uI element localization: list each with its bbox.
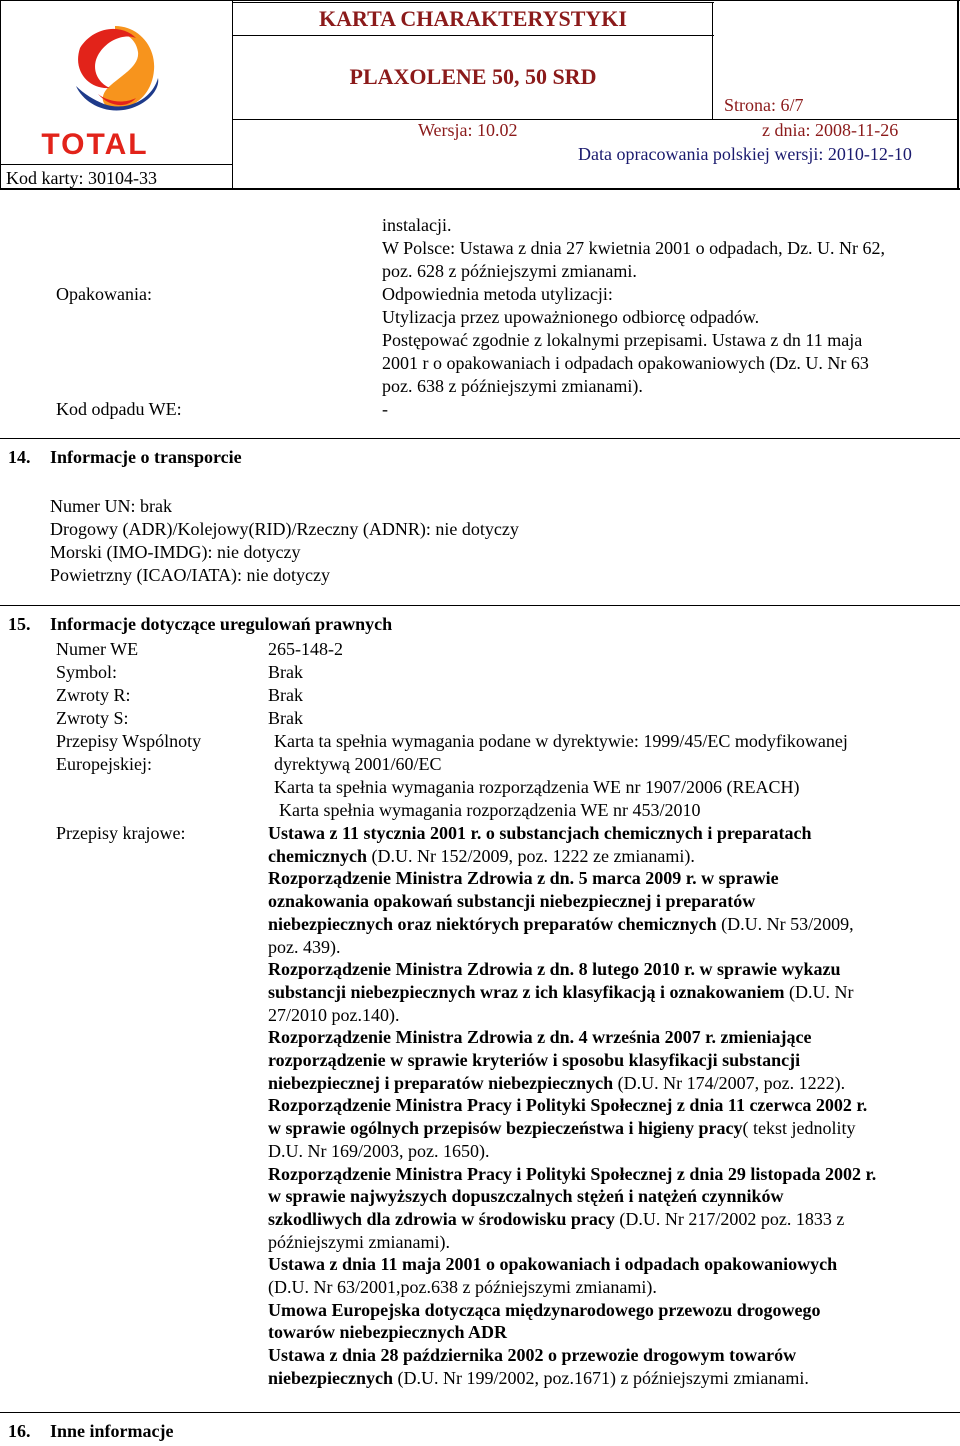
waste-code-value: - [382,399,388,419]
packaging-line: 2001 r o opakowaniach i odpadach opakowaniowych (Dz. U. Nr 63 [382,353,869,373]
section-number: 16. [8,1421,31,1441]
section-title: Informacje dotyczące uregulowań prawnych [50,614,393,634]
regulation-line: substancji niebezpiecznych wraz z ich klasyfikacją i oznakowaniem (D.U. Nr [268,981,854,1002]
field-value: Brak [268,708,303,728]
field-label: Zwroty R: [56,685,131,705]
regulation-line: Umowa Europejska dotycząca międzynarodowego przewozu drogowego [268,1299,821,1320]
packaging-line: Utylizacja przez upoważnionego odbiorcę odpadów. [382,307,760,327]
regulation-line: niebezpiecznej i preparatów niebezpiecznych (D.U. Nr 174/2007, poz. 1222). [268,1072,846,1093]
regulation-line: w sprawie najwyższych dopuszczalnych stężeń i natężeń czynników [268,1186,784,1207]
national-regulations-label: Przepisy krajowe: [56,823,186,843]
transport-line: Powietrzny (ICAO/IATA): nie dotyczy [50,565,330,585]
regulation-line: późniejszymi zmianami). [268,1231,450,1252]
total-globe-logo [40,8,190,161]
card-code: Kod karty: 30104-33 [6,168,157,188]
transport-line: Morski (IMO-IMDG): nie dotyczy [50,542,301,562]
version: Wersja: 10.02 [418,120,518,140]
eu-regulations-label: Europejskiej: [56,754,152,774]
regulation-line: 27/2010 poz.140). [268,1004,400,1025]
regulation-line: Rozporządzenie Ministra Zdrowia z dn. 8 lutego 2010 r. w sprawie wykazu [268,959,841,980]
section-number: 14. [8,447,31,467]
packaging-line: poz. 638 z późniejszymi zmianami). [382,376,643,396]
version-date: z dnia: 2008-11-26 [762,120,899,140]
eu-regulation-line: dyrektywą 2001/60/EC [274,754,442,774]
field-label: Symbol: [56,662,118,682]
regulation-line: Rozporządzenie Ministra Pracy i Polityki Społecznej z dnia 11 czerwca 2002 r. [268,1095,868,1116]
disposal-line: poz. 628 z późniejszymi zmianami. [382,261,637,281]
regulation-line: Ustawa z dnia 28 października 2002 o przewozie drogowym towarów [268,1345,797,1366]
regulation-line: towarów niebezpiecznych ADR [268,1322,507,1343]
regulation-line: rozporządzenie w sprawie kryteriów i sposobu klasyfikacji substancji [268,1050,801,1071]
field-value: Brak [268,685,303,705]
regulation-line: chemicznych (D.U. Nr 152/2009, poz. 1222 ze zmianami). [268,845,695,866]
section-number: 15. [8,614,31,634]
regulation-line: (D.U. Nr 63/2001,poz.638 z późniejszymi zmianami). [268,1277,657,1298]
regulation-line: oznakowania opakowań substancji niebezpiecznej i preparatów [268,891,756,912]
field-label: Zwroty S: [56,708,129,728]
packaging-label: Opakowania: [56,284,152,304]
regulation-line: niebezpiecznych (D.U. Nr 199/2002, poz.1671) z późniejszymi zmianami. [268,1367,809,1388]
field-value: Brak [268,662,303,682]
disposal-line: instalacji. [382,215,452,235]
regulation-line: niebezpiecznych oraz niektórych preparatów chemicznych (D.U. Nr 53/2009, [268,913,854,934]
regulation-line: w sprawie ogólnych przepisów bezpieczeństwa i higieny pracy( tekst jednolity [268,1118,856,1139]
document-title: KARTA CHARAKTERYSTYKI [319,6,627,31]
section-title: Informacje o transporcie [50,447,242,467]
waste-code-label: Kod odpadu WE: [56,399,182,419]
regulation-line: Rozporządzenie Ministra Zdrowia z dn. 4 września 2007 r. zmieniające [268,1027,812,1048]
eu-regulation-line: Karta spełnia wymagania rozporządzenia WE nr 453/2010 [279,800,701,820]
transport-line: Numer UN: brak [50,496,172,516]
field-label: Numer WE [56,639,139,659]
eu-regulation-line: Karta ta spełnia wymagania rozporządzenia WE nr 1907/2006 (REACH) [274,777,800,797]
transport-line: Drogowy (ADR)/Kolejowy(RID)/Rzeczny (ADNR): nie dotyczy [50,519,519,539]
packaging-line: Postępować zgodnie z lokalnymi przepisami. Ustawa z dn 11 maja [382,330,863,350]
eu-regulation-line: Karta ta spełnia wymagania podane w dyrektywie: 1999/45/EC modyfikowanej [274,731,848,751]
polish-version-date: Data opracowania polskiej wersji: 2010-12-10 [578,144,912,164]
product-name: PLAXOLENE 50, 50 SRD [349,64,597,89]
packaging-line: Odpowiednia metoda utylizacji: [382,284,613,304]
logo-wordmark: TOTAL [41,128,149,161]
regulation-line: poz. 439). [268,936,341,957]
disposal-line: W Polsce: Ustawa z dnia 27 kwietnia 2001 o odpadach, Dz. U. Nr 62, [382,238,886,258]
field-value: 265-148-2 [268,639,343,659]
regulation-line: Rozporządzenie Ministra Zdrowia z dn. 5 marca 2009 r. w sprawie [268,868,779,889]
regulation-line: szkodliwych dla zdrowia w środowisku pracy (D.U. Nr 217/2002 poz. 1833 z [268,1208,845,1229]
section-title: Inne informacje [50,1421,174,1441]
page-number: Strona: 6/7 [724,95,804,115]
regulation-line: D.U. Nr 169/2003, poz. 1650). [268,1140,490,1161]
regulation-line: Ustawa z 11 stycznia 2001 r. o substancjach chemicznych i preparatach [268,823,812,843]
regulation-line: Rozporządzenie Ministra Pracy i Polityki Społecznej z dnia 29 listopada 2002 r. [268,1163,877,1184]
eu-regulations-label: Przepisy Wspólnoty [56,731,202,751]
national-regulations-list [268,822,958,1390]
regulation-line: Ustawa z dnia 11 maja 2001 o opakowaniach i odpadach opakowaniowych [268,1254,838,1275]
